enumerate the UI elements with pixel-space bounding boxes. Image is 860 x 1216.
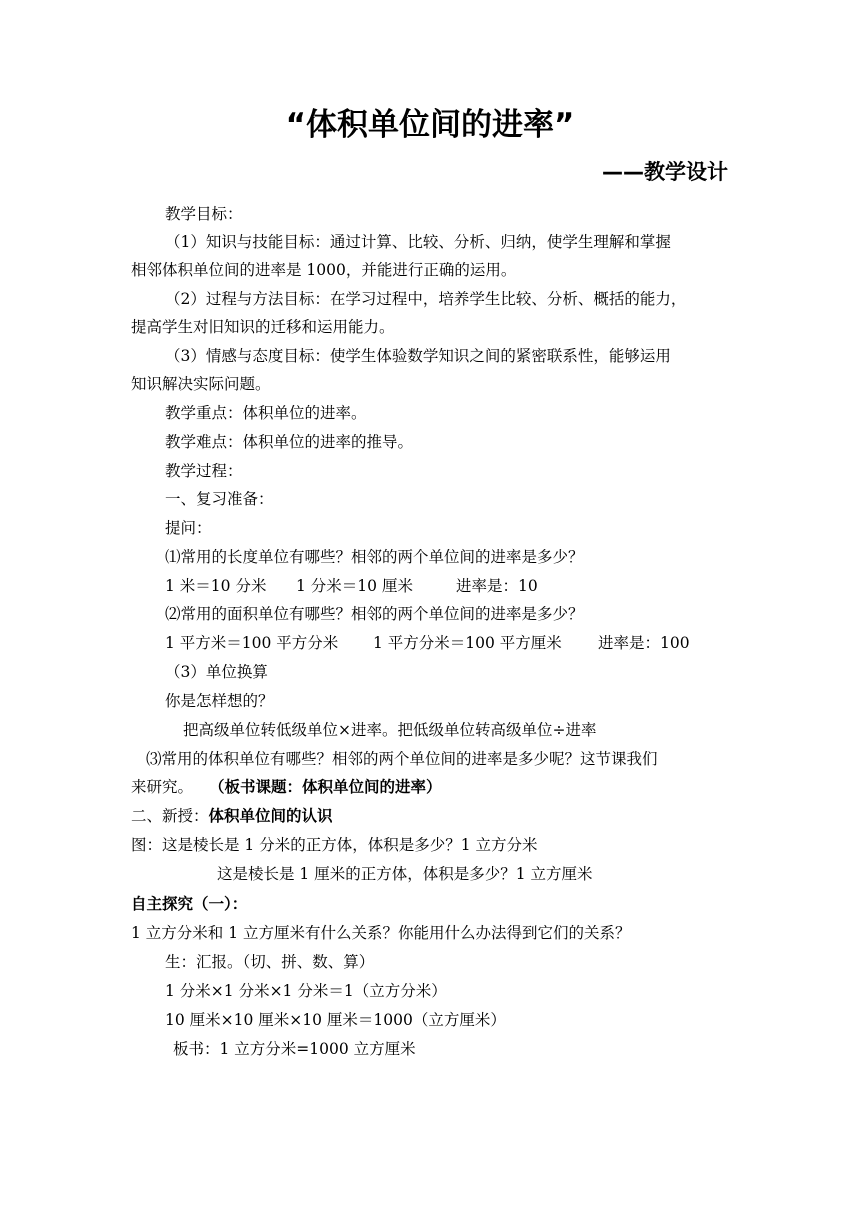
question-2-answer-1: 1 平方米＝100 平方分米	[165, 634, 339, 652]
how-think: 你是怎样想的？	[165, 692, 274, 710]
question-1-rate: 进率是：10	[456, 577, 538, 595]
student-report: 生：汇报。（切、拼、数、算）	[165, 953, 375, 971]
goal2-line2: 提高学生对旧知识的迁移和运用能力。	[131, 318, 395, 336]
document-title: “体积单位间的进率”	[285, 107, 575, 143]
question-prompt: 提问：	[165, 519, 212, 537]
explore-heading: 自主探究（一）：	[131, 894, 248, 913]
question-2-rate: 进率是：100	[598, 634, 690, 652]
calculation-2: 10 厘米×10 厘米×10 厘米＝1000（立方厘米）	[165, 1011, 506, 1029]
question-2: ⑵常用的面积单位有哪些？相邻的两个单位间的进率是多少？	[165, 605, 584, 623]
goal3-line2: 知识解决实际问题。	[131, 375, 271, 393]
explore-question: 1 立方分米和 1 立方厘米有什么关系？你能用什么办法得到它们的关系？	[131, 924, 631, 942]
unit-conversion: （3）单位换算	[165, 663, 268, 681]
calculation-1: 1 分米×1 分米×1 分米＝1（立方分米）	[165, 982, 447, 1000]
goal3-line1: （3）情感与态度目标：使学生体验数学知识之间的紧密联系性，能够运用	[165, 347, 671, 365]
goal1-line1: （1）知识与技能目标：通过计算、比较、分析、归纳，使学生理解和掌握	[165, 233, 671, 251]
conversion-rule: 把高级单位转低级单位×进率。把低级单位转高级单位÷进率	[183, 721, 597, 739]
question-2-answer-2: 1 平方分米＝100 平方厘米	[373, 634, 562, 652]
goal1-line2: 相邻体积单位间的进率是 1000，并能进行正确的运用。	[131, 261, 517, 279]
key-point: 教学重点：体积单位的进率。	[165, 404, 367, 422]
new-lesson-topic: 体积单位间的认识	[208, 806, 333, 825]
goal2-line1: （2）过程与方法目标：在学习过程中，培养学生比较、分析、概括的能力，	[165, 290, 687, 308]
figure-line-2: 这是棱长是 1 厘米的正方体，体积是多少？1 立方厘米	[217, 865, 593, 883]
process-heading: 教学过程：	[165, 462, 243, 480]
question-3-line1: ⑶常用的体积单位有哪些？相邻的两个单位间的进率是多少呢？这节课我们	[146, 750, 658, 768]
document-subtitle: ——教学设计	[602, 160, 728, 184]
new-lesson-label: 二、新授：	[131, 807, 209, 825]
question-3-text: 来研究。	[131, 778, 194, 796]
blackboard-note: 板书：1 立方分米=1000 立方厘米	[173, 1040, 416, 1058]
new-lesson-heading	[131, 805, 333, 827]
blackboard-topic: （板书课题：体积单位间的进率）	[209, 777, 442, 796]
question-1-answer-1: 1 米＝10 分米	[165, 577, 267, 595]
difficulty: 教学难点：体积单位的进率的推导。	[165, 433, 414, 451]
question-1: ⑴常用的长度单位有哪些？相邻的两个单位间的进率是多少？	[165, 548, 584, 566]
question-1-answer-2: 1 分米＝10 厘米	[296, 577, 413, 595]
review-heading: 一、复习准备：	[165, 490, 274, 508]
question-3-line2	[131, 776, 442, 798]
figure-line-1: 图：这是棱长是 1 分米的正方体，体积是多少？1 立方分米	[131, 836, 538, 854]
goals-heading: 教学目标：	[165, 205, 243, 223]
